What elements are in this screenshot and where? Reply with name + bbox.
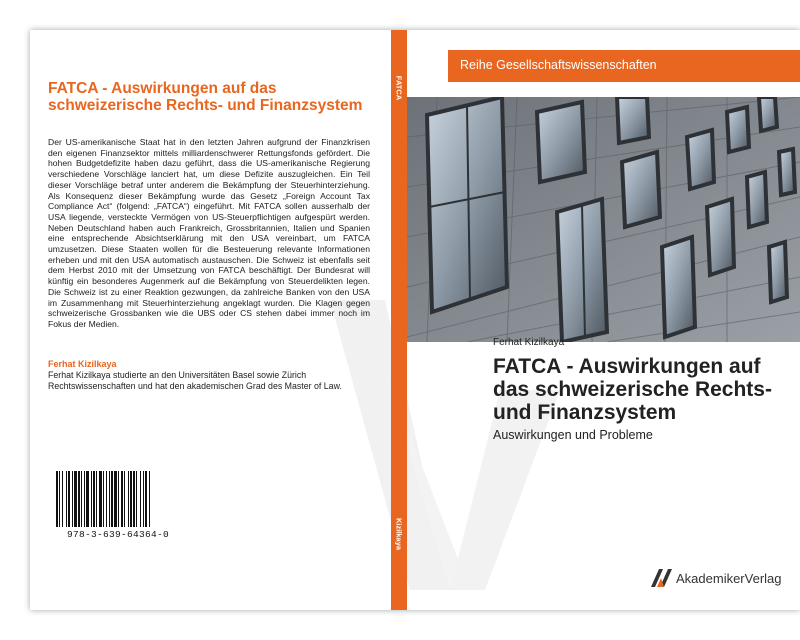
front-cover xyxy=(407,30,800,610)
series-label: Reihe Gesellschaftswissenschaften xyxy=(460,58,657,72)
spine xyxy=(391,30,407,610)
author-heading: Ferhat Kizilkaya xyxy=(48,359,117,369)
series-banner xyxy=(448,50,800,82)
author-bio: Ferhat Kizilkaya studierte an den Universitäten Basel sowie Zürich Rechtswissenschaften und hat den akademischen Grad des Master of Law. xyxy=(48,370,342,391)
book-cover xyxy=(30,30,800,610)
barcode xyxy=(48,467,188,545)
back-cover xyxy=(30,30,390,610)
front-author: Ferhat Kizilkaya xyxy=(493,337,565,348)
spine-author: Kizilkaya xyxy=(394,517,404,551)
publisher-name-b: Verlag xyxy=(744,571,782,586)
isbn-number: 978-3-639-64364-0 xyxy=(66,529,169,540)
akademiker-logo-icon xyxy=(651,569,673,587)
front-subtitle: Auswirkungen und Probleme xyxy=(493,428,653,442)
back-title: FATCA - Auswirkungen auf das schweizerische Rechts- und Finanzsystem xyxy=(48,80,363,114)
barcode-icon xyxy=(56,471,180,529)
publisher-name xyxy=(676,571,782,586)
building-photo xyxy=(407,97,800,342)
spine-title: FATCA xyxy=(394,75,404,101)
publisher-name-a: Akademiker xyxy=(676,571,745,586)
blurb-text: Der US-amerikanische Staat hat in den letzten Jahren aufgrund der Finanzkrisen den eigenen Finanzsektor mittels milliardenschwerer Rettungsfonds gefördert. Die hohen Budgetdefizite haben dazu geführt, dass die US-amerikanische Regierung verschiedene Vorschläge lanciert hat, um diese Defizite auszugleichen. Ein Teil dieser Vorschläge betraf unter anderem die Bekämpfung der Steuerhinterziehung. Als Konsequenz dieser Bekämpfung wurde das Gesetz „Foreign Account Tax Compliance Act“ (folgend: „FATCA“) eingeführt. Mit FATCA sollen ausserhalb der USA liegende, versteckte Vermögen von US-Steuerpflichtigen aufgespürt werden. Neben Deutschland haben auch Frankreich, Grossbritannien, Italien und Spanien eine entsprechende Absichtserklärung mit den USA vereinbart, um FATCA umzusetzen. Diese Staaten wollen für die Besteuerung relevante Informationen erheben und mit den USA automatisch austauschen. Die Schweiz ist ebenfalls seit dem Herbst 2010 mit der Umsetzung von FATCA beschäftigt. Der Bundesrat will künftig ein besonderes Augenmerk auf die Bekämpfung von Steuerdelikten legen. Die Schweiz ist zu einer Reaktion gezwungen, da zahlreiche Banken von den USA im Zusammenhang mit Steuerhinterziehung angeklagt wurden. Die Klagen gegen schweizerische Grossbanken wie die UBS oder CS stehen dabei immer noch im Fokus der Medien. xyxy=(48,137,370,329)
front-title: FATCA - Auswirkungen auf das schweizerische Rechts- und Finanzsystem xyxy=(493,355,772,424)
